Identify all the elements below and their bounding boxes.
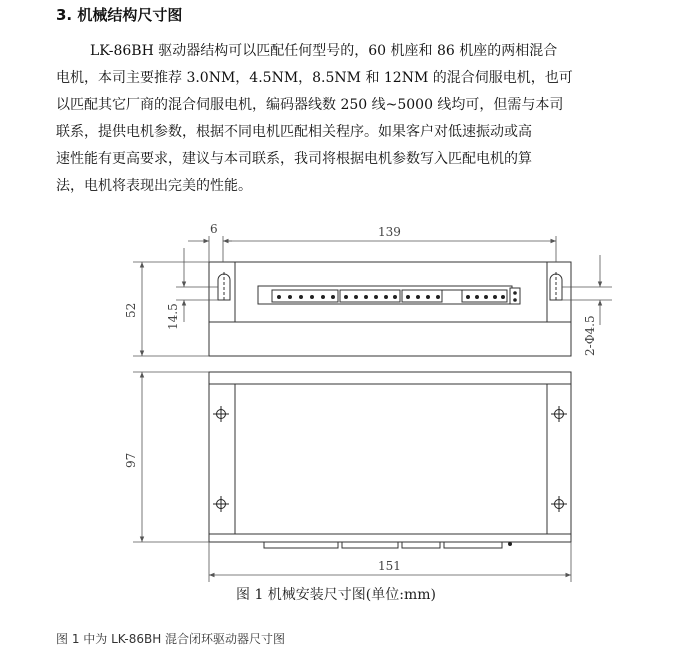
front-view-inner [235, 384, 547, 534]
dim-6-label: 6 [210, 222, 218, 236]
paragraph-line: 联系，提供电机参数，根据不同电机匹配相关程序。如果客户对低速振动或高 [56, 124, 532, 140]
paragraph-line: LK-86BH 驱动器结构可以匹配任何型号的，60 机座和 86 机座的两相混合 [90, 43, 558, 59]
front-led [508, 542, 512, 546]
terminal-strip-2 [340, 290, 400, 302]
dim-14-5-label: 14.5 [166, 303, 180, 330]
section-heading: 3. 机械结构尺寸图 [56, 6, 183, 24]
top-view [209, 262, 571, 356]
figure-caption: 图 1 机械安装尺寸图(单位:mm) [236, 587, 436, 603]
paragraph-line: 法，电机将表现出完美的性能。 [56, 178, 252, 194]
dim-97 [133, 372, 209, 542]
paragraph-line: 电机，本司主要推荐 3.0NM，4.5NM，8.5NM 和 12NM 的混合伺服电机，也可 [56, 70, 573, 86]
dim-97-label: 97 [124, 452, 138, 468]
front-connector-2 [342, 542, 398, 548]
dim-139 [223, 236, 556, 262]
footer-caption: 图 1 中为 LK-86BH 混合闭环驱动器尺寸图 [56, 632, 286, 646]
front-connector-4 [444, 542, 502, 548]
terminal-strip-1 [272, 290, 338, 302]
front-connector-3 [402, 542, 440, 548]
dim-151-label: 151 [378, 559, 401, 573]
dim-139-label: 139 [378, 225, 401, 239]
paragraph-line: 速性能有更高要求，建议与本司联系，我司将根据电机参数写入匹配电机的算 [56, 151, 532, 167]
slot-left [218, 272, 230, 300]
dim-52-label: 52 [124, 302, 138, 318]
front-view [209, 372, 571, 548]
dim-hole-diameter-label: 2-Φ4.5 [583, 315, 597, 356]
dim-6 [188, 236, 232, 262]
slot-right [550, 272, 562, 300]
paragraph-line: 以匹配其它厂商的混合伺服电机，编码器线数 250 线~5000 线均可，但需与本司 [56, 97, 564, 113]
front-connector-1 [264, 542, 338, 548]
